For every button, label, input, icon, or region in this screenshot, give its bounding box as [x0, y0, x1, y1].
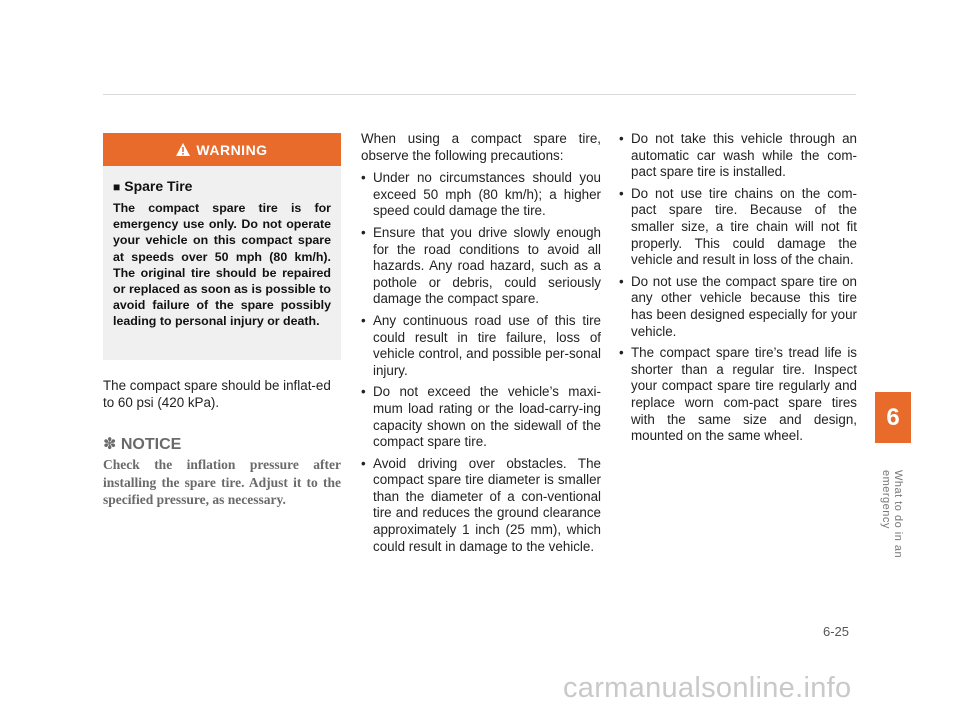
list-item: [361, 170, 601, 220]
list-item: [361, 313, 601, 379]
precautions-column-continued: [619, 131, 857, 450]
list-item-text: Do not use the compact spare tire on any other vehicle because this tire has been designed especially for your vehicle.: [631, 273, 857, 339]
bullet-dot-icon: •: [619, 273, 624, 289]
list-item-text: Any continuous road use of this tire could result in tire failure, loss of vehicle control, and possible per-sonal injury.: [373, 312, 601, 378]
bullet-dot-icon: •: [361, 384, 366, 400]
precautions-list: [361, 170, 601, 555]
precautions-list-continued: [619, 131, 857, 445]
bullet-dot-icon: •: [361, 455, 366, 471]
warning-body: The compact spare tire is for emergency use only. Do not operate your vehicle on this compact spare at speeds over 50 mph (80 km/h). The original tire should be repaired or replaced as soon as is possible to avoid failure of the spare possibly leading to personal injury or death.: [113, 201, 331, 329]
precautions-column: [361, 131, 601, 560]
list-item: [361, 225, 601, 308]
list-item-text: Avoid driving over obstacles. The compact spare tire diameter is smaller than the diameter of a con-ventional tire and reduces the ground clearance approximately 1 inch (25 mm), which could result in damage to the vehicle.: [373, 455, 601, 554]
bullet-dot-icon: •: [361, 224, 366, 240]
bullet-dot-icon: •: [361, 170, 366, 186]
list-item-text: Do not take this vehicle through an automatic car wash while the com-pact spare tire is installed.: [631, 131, 857, 180]
list-item-text: The compact spare tire’s tread life is shorter than a regular tire. Inspect your compact spare tire regularly and replace worn com-pact spare tires with the same size and design, mounted on the same wheel.: [631, 345, 857, 444]
list-item-text: Do not exceed the vehicle’s maxi-mum load rating or the load-carry-ing capacity shown on the sidewall of the compact spare tire.: [373, 384, 601, 450]
warning-box: [103, 133, 341, 360]
list-item: [361, 456, 601, 556]
watermark: carmanualsonline.info: [563, 672, 852, 704]
page-number: 6-25: [823, 624, 850, 639]
list-item: [361, 384, 601, 450]
list-item: [619, 274, 857, 340]
precautions-intro: When using a compact spare tire, observe the following precautions:: [361, 131, 601, 163]
list-item-text: Under no circumstances should you exceed 50 mph (80 km/h); a higher speed could damage the tire.: [373, 170, 601, 219]
warning-title: [113, 178, 341, 194]
notice-text: Check the inflation pressure after installing the spare tire. Adjust it to the specified pressure, as necessary.: [103, 457, 341, 507]
list-item: [619, 186, 857, 269]
chapter-label: What to do in an emergency: [880, 470, 904, 559]
bullet-dot-icon: •: [361, 312, 366, 328]
inflation-text: The compact spare should be inflat-ed to 60 psi (420 kPa).: [103, 378, 331, 410]
bullet-dot-icon: •: [619, 185, 624, 201]
warning-header: [103, 133, 341, 166]
list-item: [619, 345, 857, 445]
warning-triangle-icon: [176, 143, 190, 156]
warning-label: WARNING: [196, 141, 268, 158]
list-item-text: Ensure that you drive slowly enough for the road conditions to avoid all hazards. Any road hazard, such as a pothole or debris, could seriously damage the compact spare.: [373, 224, 601, 307]
bullet-dot-icon: •: [619, 131, 624, 146]
notice-heading: ✽ NOTICE: [103, 436, 182, 453]
top-rule: [103, 94, 856, 95]
list-item-text: Do not use tire chains on the com-pact spare tire. Because of the smaller size, a tire chain will not fit properly. This could damage the vehicle and result in loss of the chain.: [631, 185, 857, 268]
square-bullet-icon: ■: [113, 180, 121, 194]
warning-title-text: Spare Tire: [124, 178, 193, 194]
list-item: [619, 131, 857, 181]
chapter-tab: 6: [875, 392, 911, 443]
bullet-dot-icon: •: [619, 345, 624, 361]
